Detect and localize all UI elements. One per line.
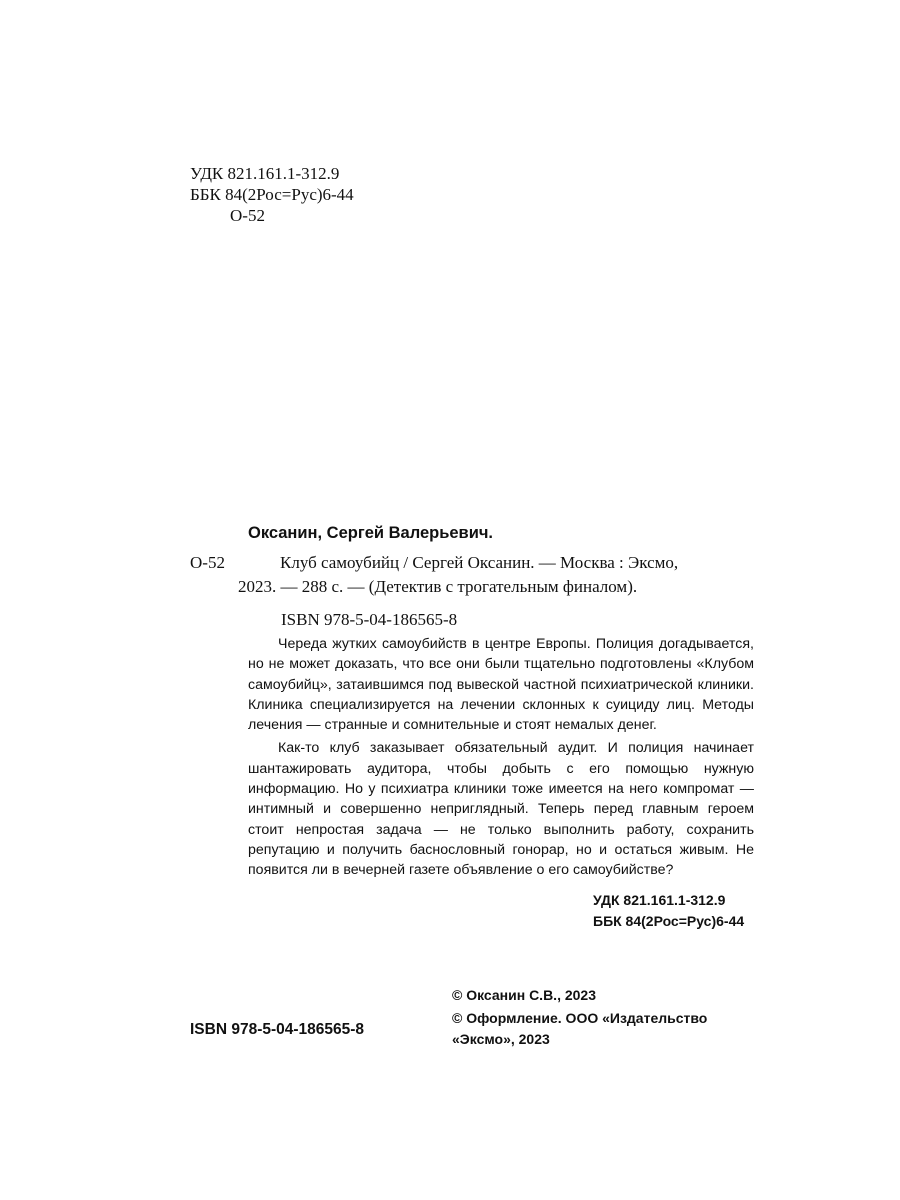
annotation-paragraph: Как-то клуб заказывает обязательный аудит. И полиция начинает шантажировать аудитора, чтобы добыть с его помощью нужную информацию. Но у психиатра клиники тоже имеется на него компромат — интимный и совершенно неприглядный. Теперь перед главным героем стоит непростая задача — не только выполнить работу, сохранить репутацию и получить баснословный гонорар, но и остаться живым. Не появится ли в вечерней газете объявление о его самоубийстве?: [248, 740, 754, 879]
classification-codes: [190, 163, 354, 226]
bottom-udk-code: УДК 821.161.1-312.9: [593, 892, 726, 908]
udk-code: УДК 821.161.1-312.9: [190, 164, 340, 183]
bottom-bbk-code: ББК 84(2Рос=Рус)6-44: [593, 913, 745, 929]
entry-description: [238, 551, 753, 599]
entry-isbn: ISBN 978-5-04-186565-8: [281, 610, 458, 629]
entry-description-line-1: Клуб самоубийц / Сергей Оксанин. — Москва : Эксмо,: [280, 553, 679, 572]
copyright-design: © Оформление. ООО «Издательство «Эксмо», 2023: [452, 1010, 708, 1047]
bottom-classification-codes: [593, 890, 744, 932]
isbn-bottom: ISBN 978-5-04-186565-8: [190, 1021, 365, 1038]
entry-author-mark: О-52: [190, 553, 225, 572]
annotation-paragraph: Череда жутких самоубийств в центре Европы. Полиция догадывается, но не может доказать, что все они были тщательно подготовлены «Клубом самоубийц», затаившимся под вывеской частной психиатрической клиники. Клиника специализируется на лечении склонных к суициду лиц. Методы лечения — странные и сомнительные и стоят немалых денег.: [248, 636, 754, 734]
author-mark: О-52: [230, 206, 265, 225]
entry-description-line-2: 2023. — 288 с. — (Детектив с трогательным финалом).: [238, 577, 638, 596]
entry-author: Оксанин, Сергей Валерьевич.: [248, 524, 494, 542]
bbk-code: ББК 84(2Рос=Рус)6-44: [190, 185, 354, 204]
copyright-author: © Оксанин С.В., 2023: [452, 987, 596, 1003]
copyright-notice: [452, 985, 757, 1050]
annotation: [248, 634, 754, 881]
